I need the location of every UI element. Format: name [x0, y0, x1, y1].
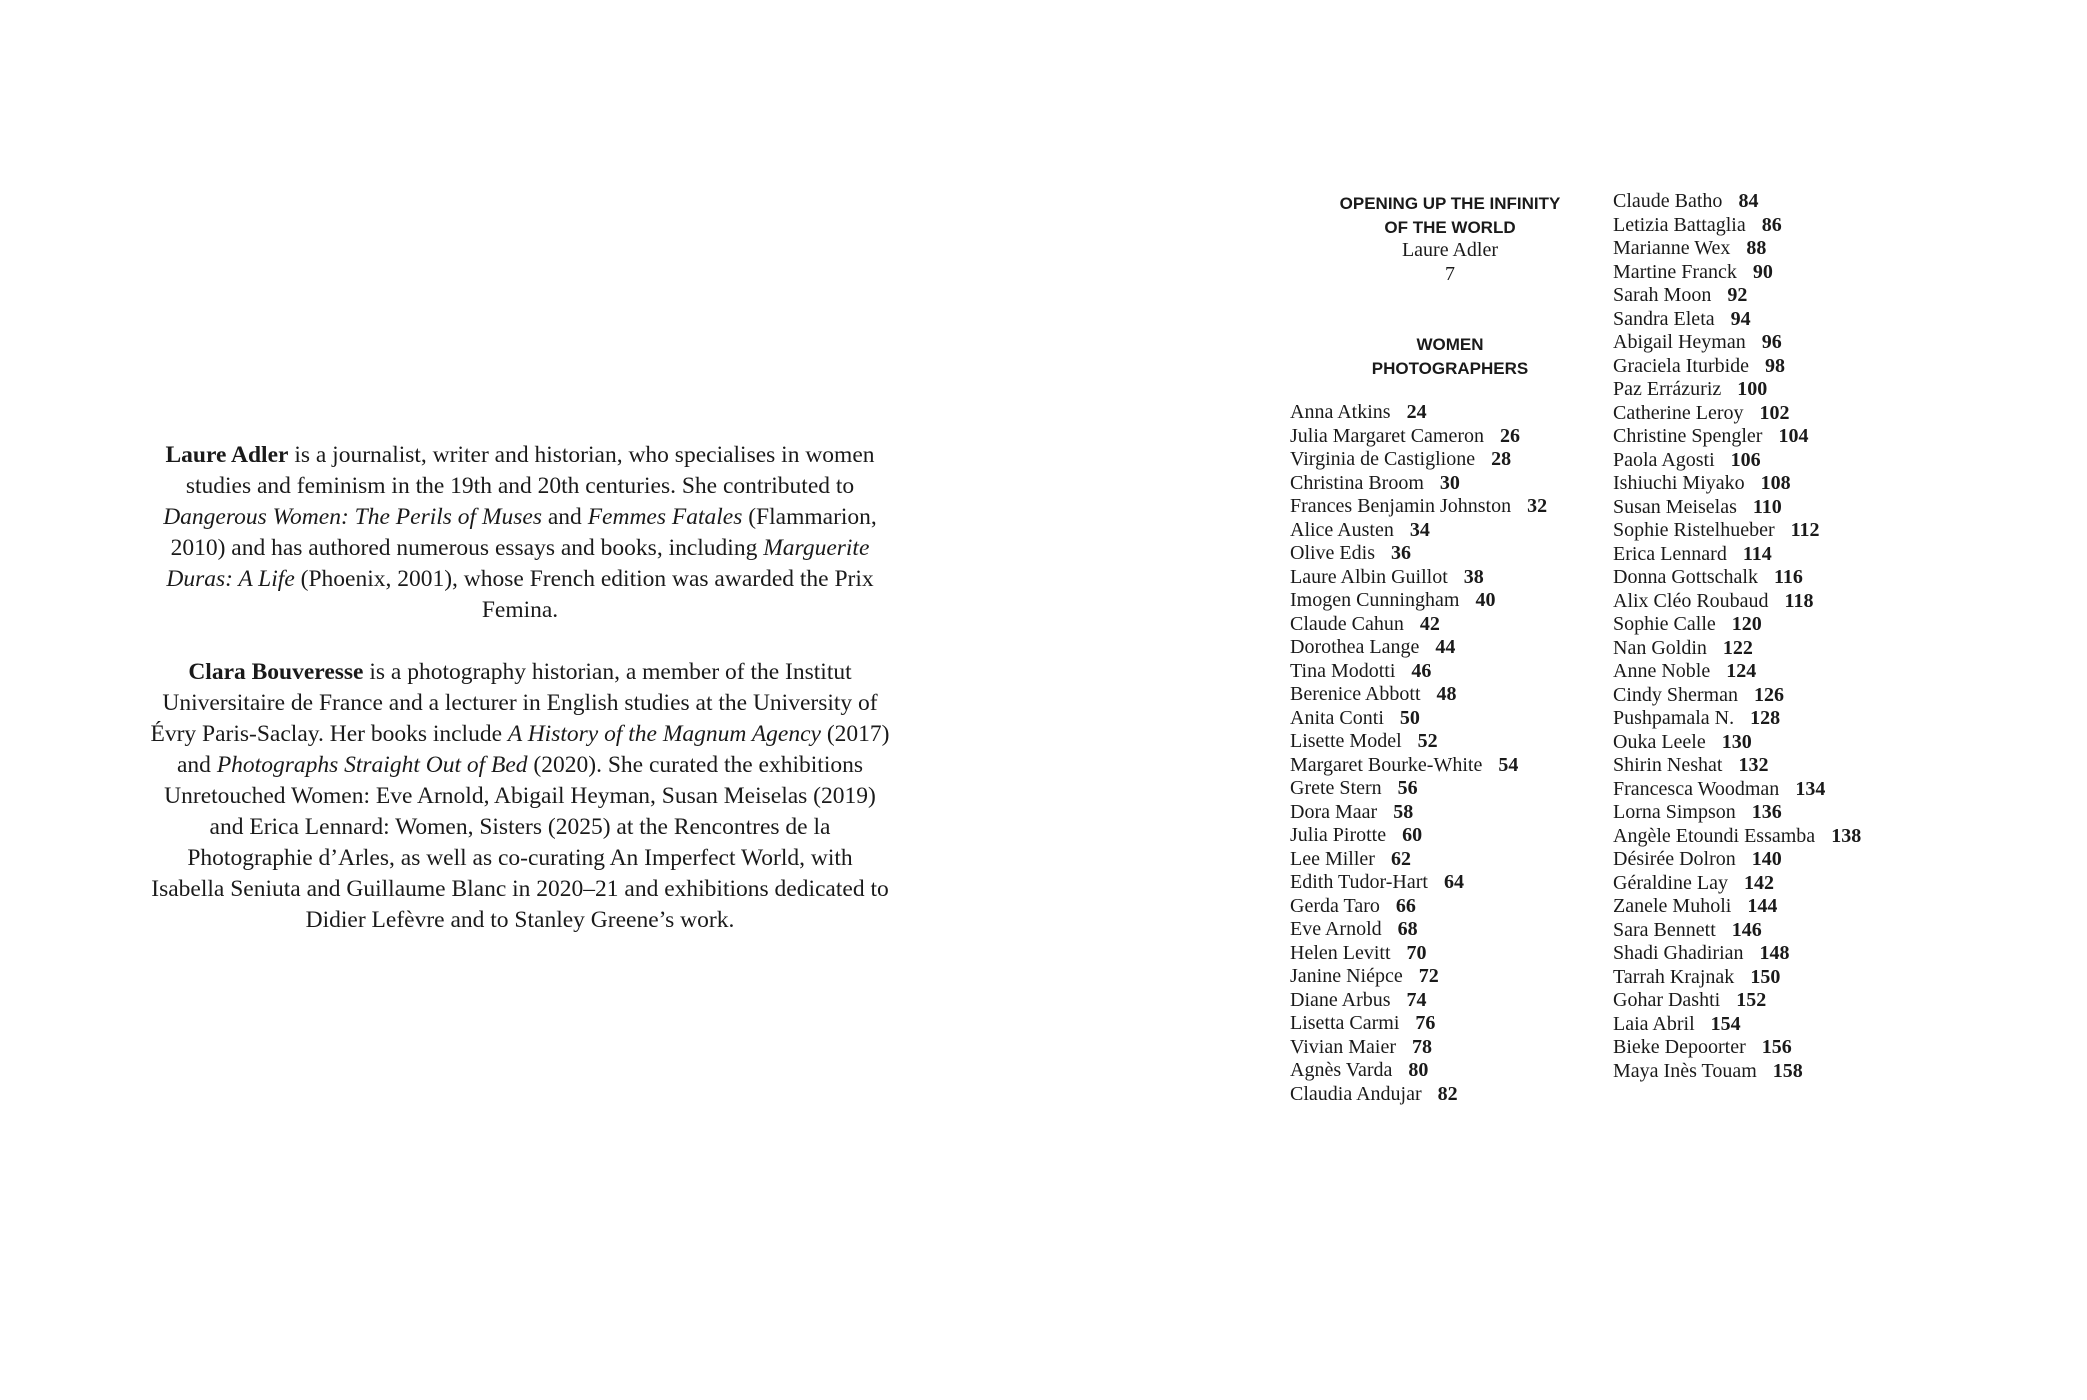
bio-book-title: Femmes Fatales: [587, 504, 743, 530]
bio-text: and: [542, 504, 588, 530]
toc-entry-name: Laia Abril: [1613, 1012, 1695, 1035]
toc-entry-name: Maya Inès Touam: [1613, 1059, 1757, 1082]
toc-section-title: PHOTOGRAPHERS: [1371, 358, 1529, 378]
toc-entry-page: 56: [1397, 777, 1418, 799]
toc-entry-page: 120: [1731, 613, 1762, 635]
toc-entry-page: 74: [1406, 988, 1427, 1011]
toc-entry-page: 124: [1726, 660, 1757, 682]
bio-text: (2017) and: [177, 721, 890, 778]
toc-entry-page: 126: [1754, 683, 1784, 706]
toc-entry-page: 104: [1778, 425, 1809, 447]
toc-section-heading: [1300, 333, 1600, 380]
toc-entry-page: 94: [1730, 307, 1751, 330]
toc-entry-name: Paola Agosti: [1613, 448, 1715, 471]
toc-entry-name: Francesca Woodman: [1613, 777, 1780, 800]
toc-entry: [1613, 1036, 1861, 1060]
toc-entry: [1613, 895, 1861, 919]
toc-entry-page: 112: [1790, 519, 1820, 541]
toc-entry: [1290, 1059, 1547, 1083]
toc-entry: [1290, 848, 1547, 872]
toc-list-right: [1613, 190, 1861, 1083]
toc-entry-page: 46: [1411, 659, 1432, 682]
toc-entry-name: Graciela Iturbide: [1613, 354, 1750, 377]
toc-entry-name: Bieke Depoorter: [1613, 1036, 1746, 1058]
toc-entry-page: 40: [1475, 589, 1496, 611]
toc-entry: [1613, 284, 1861, 308]
toc-entry-name: Berenice Abbott: [1290, 683, 1421, 705]
toc-entry: [1290, 566, 1547, 590]
toc-entry-page: 110: [1752, 495, 1782, 518]
toc-entry-page: 142: [1743, 871, 1774, 894]
toc-intro-page: 7: [1445, 262, 1455, 285]
toc-entry: [1290, 495, 1547, 519]
toc-entry: [1613, 214, 1861, 238]
toc-entry-page: 62: [1390, 847, 1411, 870]
toc-entry-page: 140: [1751, 848, 1782, 870]
toc-entry-page: 76: [1415, 1012, 1436, 1034]
toc-entry: [1613, 825, 1861, 849]
toc-entry: [1290, 542, 1547, 566]
toc-entry-page: 66: [1395, 894, 1416, 917]
toc-entry: [1290, 824, 1547, 848]
toc-entry: [1613, 472, 1861, 496]
toc-entry: [1290, 401, 1547, 425]
toc-entry-name: Cindy Sherman: [1613, 683, 1738, 706]
toc-entry-page: 106: [1730, 448, 1761, 471]
bio-clara-bouveresse: [150, 657, 890, 936]
toc-entry: [1290, 519, 1547, 543]
toc-entry: [1613, 919, 1861, 943]
toc-entry: [1613, 966, 1861, 990]
toc-entry-name: Diane Arbus: [1290, 988, 1391, 1011]
toc-entry-page: 80: [1408, 1059, 1429, 1081]
toc-entry-name: Letizia Battaglia: [1613, 213, 1746, 236]
author-bios: [150, 440, 890, 967]
toc-entry-page: 146: [1731, 918, 1762, 941]
toc-entry: [1290, 472, 1547, 496]
toc-entry-page: 100: [1737, 378, 1768, 400]
toc-entry-name: Frances Benjamin Johnston: [1290, 495, 1512, 517]
toc-entry-page: 64: [1443, 871, 1464, 893]
toc-entry-name: Claude Batho: [1613, 190, 1723, 212]
toc-entry-name: Sophie Calle: [1613, 613, 1716, 635]
toc-entry-name: Tarrah Krajnak: [1613, 965, 1735, 988]
bio-name: Clara Bouveresse: [188, 659, 364, 685]
toc-entry: [1290, 965, 1547, 989]
toc-entry: [1613, 543, 1861, 567]
toc-entry: [1290, 895, 1547, 919]
toc-entry-page: 154: [1710, 1012, 1741, 1035]
toc-entry-page: 148: [1759, 942, 1790, 964]
toc-entry: [1290, 871, 1547, 895]
toc-entry-name: Sara Bennett: [1613, 918, 1716, 941]
toc-entry: [1290, 589, 1547, 613]
toc-intro-author: Laure Adler: [1401, 239, 1499, 261]
toc-entry-page: 138: [1831, 824, 1862, 847]
toc-entry-name: Abigail Heyman: [1613, 331, 1746, 353]
toc-entry-name: Anne Noble: [1613, 660, 1711, 682]
bio-text: (Phoenix, 2001), whose French edition was awarded the Prix Femina.: [294, 566, 874, 623]
toc-entry-page: 30: [1439, 471, 1460, 494]
toc-entry: [1290, 1083, 1547, 1107]
toc-entry-page: 78: [1412, 1035, 1432, 1058]
toc-entry: [1613, 378, 1861, 402]
toc-entry: [1290, 683, 1547, 707]
toc-entry-page: 132: [1738, 754, 1769, 776]
toc-entry-name: Dora Maar: [1290, 800, 1378, 823]
toc-entry-page: 52: [1417, 730, 1438, 752]
toc-entry: [1290, 636, 1547, 660]
toc-entry-name: Shadi Ghadirian: [1613, 942, 1744, 964]
toc-entry: [1613, 519, 1861, 543]
bio-text: is a journalist, writer and historian, who specialises in women studies and feminism in the 19th and 20th centuries. She contributed to: [185, 442, 875, 499]
toc-entry-name: Sophie Ristelhueber: [1613, 519, 1775, 541]
toc-list-left: [1290, 401, 1547, 1106]
toc-entry: [1613, 237, 1861, 261]
toc-entry-page: 32: [1527, 495, 1548, 517]
toc-entry-page: 86: [1761, 213, 1782, 236]
toc-entry-name: Claude Cahun: [1290, 612, 1404, 635]
toc-entry-page: 96: [1761, 331, 1782, 353]
toc-entry-name: Gerda Taro: [1290, 894, 1380, 917]
toc-entry-name: Martine Franck: [1613, 260, 1737, 283]
bio-name: Laure Adler: [165, 442, 289, 468]
toc-entry-name: Désirée Dolron: [1613, 848, 1736, 870]
toc-entry: [1613, 425, 1861, 449]
toc-entry-name: Eve Arnold: [1290, 918, 1382, 940]
toc-intro-entry: [1300, 192, 1600, 286]
toc-entry: [1613, 496, 1861, 520]
toc-entry-name: Anna Atkins: [1290, 401, 1391, 423]
toc-entry-name: Lisetta Carmi: [1290, 1012, 1400, 1034]
toc-entry-name: Pushpamala N.: [1613, 707, 1735, 729]
toc-entry-name: Sandra Eleta: [1613, 307, 1715, 330]
toc-entry-page: 38: [1463, 565, 1484, 588]
toc-entry-page: 152: [1736, 989, 1767, 1011]
toc-entry: [1290, 777, 1547, 801]
toc-entry-page: 150: [1750, 965, 1781, 988]
toc-entry: [1613, 872, 1861, 896]
toc-entry: [1613, 566, 1861, 590]
toc-entry-name: Angèle Etoundi Essamba: [1613, 824, 1816, 847]
toc-section-title: WOMEN: [1416, 335, 1484, 354]
toc-entry-page: 50: [1399, 706, 1420, 729]
toc-entry: [1290, 1036, 1547, 1060]
toc-entry-page: 42: [1419, 612, 1440, 635]
toc-entry-name: Tina Modotti: [1290, 659, 1396, 682]
toc-entry-page: 44: [1435, 636, 1456, 658]
toc-intro-title: OPENING UP THE INFINITY: [1339, 194, 1561, 213]
bio-laure-adler: [150, 440, 890, 626]
toc-entry: [1613, 754, 1861, 778]
toc-entry: [1613, 590, 1861, 614]
toc-entry: [1613, 402, 1861, 426]
toc-entry: [1613, 942, 1861, 966]
toc-intro-title: OF THE WORLD: [1384, 217, 1516, 237]
toc-entry-name: Imogen Cunningham: [1290, 589, 1460, 611]
toc-entry: [1613, 355, 1861, 379]
toc-entry: [1613, 801, 1861, 825]
toc-entry-page: 28: [1491, 448, 1512, 470]
toc-entry-page: 70: [1406, 941, 1427, 964]
toc-entry-name: Grete Stern: [1290, 777, 1382, 799]
toc-entry: [1613, 637, 1861, 661]
toc-entry: [1613, 660, 1861, 684]
toc-entry-page: 158: [1772, 1059, 1803, 1082]
toc-entry: [1290, 801, 1547, 825]
toc-entry-name: Laure Albin Guillot: [1290, 565, 1448, 588]
toc-entry-name: Catherine Leroy: [1613, 401, 1744, 424]
toc-entry-name: Christine Spengler: [1613, 425, 1763, 447]
toc-entry-page: 26: [1500, 424, 1521, 447]
toc-entry-page: 156: [1761, 1036, 1792, 1058]
bio-text: (Flammarion, 2010) and has authored numerous essays and books, including: [170, 504, 877, 561]
toc-entry-name: Janine Niépce: [1290, 965, 1403, 987]
toc-entry-page: 98: [1765, 354, 1786, 377]
toc-entry-name: Lorna Simpson: [1613, 801, 1736, 823]
toc-entry: [1613, 731, 1861, 755]
toc-entry: [1290, 448, 1547, 472]
toc-entry-name: Helen Levitt: [1290, 941, 1391, 964]
toc-entry-page: 128: [1750, 707, 1781, 729]
toc-entry-page: 72: [1418, 965, 1439, 987]
toc-entry-name: Julia Margaret Cameron: [1290, 424, 1485, 447]
toc-entry: [1290, 660, 1547, 684]
toc-entry-name: Shirin Neshat: [1613, 754, 1723, 776]
toc-entry-page: 88: [1746, 237, 1767, 259]
toc-entry-name: Julia Pirotte: [1290, 824, 1387, 846]
toc-entry-name: Sarah Moon: [1613, 284, 1712, 306]
toc-entry-name: Christina Broom: [1290, 471, 1424, 494]
toc-entry-name: Olive Edis: [1290, 542, 1375, 564]
toc-entry-page: 82: [1437, 1082, 1458, 1105]
toc-entry: [1290, 730, 1547, 754]
toc-entry-page: 130: [1721, 730, 1752, 753]
toc-entry-page: 144: [1747, 895, 1778, 917]
toc-entry-page: 122: [1722, 636, 1753, 659]
toc-entry-name: Alix Cléo Roubaud: [1613, 589, 1769, 612]
toc-entry-name: Claudia Andujar: [1290, 1082, 1422, 1105]
toc-entry-page: 114: [1742, 542, 1772, 565]
toc-entry: [1290, 918, 1547, 942]
toc-entry: [1613, 331, 1861, 355]
toc-entry: [1613, 778, 1861, 802]
toc-entry-name: Agnès Varda: [1290, 1059, 1393, 1081]
toc-entry-page: 116: [1773, 566, 1803, 588]
toc-entry-name: Ouka Leele: [1613, 730, 1706, 753]
toc-entry-name: Vivian Maier: [1290, 1035, 1396, 1058]
toc-entry: [1290, 707, 1547, 731]
toc-entry-name: Nan Goldin: [1613, 636, 1707, 659]
toc-entry: [1290, 1012, 1547, 1036]
toc-entry-page: 36: [1391, 542, 1411, 564]
toc-entry: [1613, 613, 1861, 637]
bio-book-title: Marguerite Duras: A Life: [166, 535, 870, 592]
toc-entry-page: 48: [1436, 683, 1457, 705]
toc-entry-page: 54: [1498, 753, 1519, 776]
toc-entry: [1290, 989, 1547, 1013]
toc-entry-name: Margaret Bourke-White: [1290, 753, 1483, 776]
toc-entry-name: Dorothea Lange: [1290, 636, 1420, 658]
bio-text: is a photography historian, a member of the Institut Universitaire de France and a lecturer in English studies at the University of Évry Paris-Saclay. Her books include: [150, 659, 878, 747]
toc-entry: [1613, 449, 1861, 473]
toc-entry-page: 34: [1409, 518, 1430, 541]
toc-entry-page: 58: [1393, 800, 1414, 823]
toc-entry-page: 84: [1738, 190, 1759, 212]
toc-entry-page: 134: [1795, 777, 1826, 800]
toc-entry: [1290, 942, 1547, 966]
toc-entry: [1613, 848, 1861, 872]
toc-entry-name: Paz Errázuriz: [1613, 378, 1722, 400]
toc-entry: [1613, 684, 1861, 708]
toc-entry-page: 90: [1752, 260, 1773, 283]
toc-entry-page: 118: [1784, 589, 1814, 612]
toc-entry: [1613, 190, 1861, 214]
toc-entry: [1290, 613, 1547, 637]
toc-entry-name: Virginia de Castiglione: [1290, 448, 1476, 470]
toc-entry-name: Ishiuchi Miyako: [1613, 472, 1745, 494]
bio-book-title: Photographs Straight Out of Bed: [216, 752, 528, 778]
toc-entry-name: Donna Gottschalk: [1613, 566, 1758, 588]
toc-entry-name: Gohar Dashti: [1613, 989, 1721, 1011]
toc-entry: [1613, 261, 1861, 285]
toc-entry-name: Alice Austen: [1290, 518, 1394, 541]
toc-entry: [1613, 989, 1861, 1013]
toc-entry-page: 68: [1397, 918, 1418, 940]
toc-entry-page: 102: [1759, 401, 1790, 424]
toc-entry-name: Lee Miller: [1290, 847, 1375, 870]
toc-entry: [1613, 308, 1861, 332]
toc-entry-name: Anita Conti: [1290, 706, 1384, 729]
toc-entry-name: Géraldine Lay: [1613, 871, 1728, 894]
toc-entry-name: Susan Meiselas: [1613, 495, 1737, 518]
toc-entry: [1290, 425, 1547, 449]
toc-entry-name: Lisette Model: [1290, 730, 1402, 752]
toc-entry-page: 60: [1402, 824, 1423, 846]
bio-book-title: A History of the Magnum Agency: [507, 721, 821, 747]
toc-entry: [1613, 1060, 1861, 1084]
toc-entry-page: 108: [1760, 472, 1791, 494]
bio-text: (2020). She curated the exhibitions Unretouched Women: Eve Arnold, Abigail Heyman, Susan Meiselas (2019) and Erica Lennard: Women, Sisters (2025) at the Rencontres de la Photographie d’Arles, as well as co-curating An Imperfect World, with Isabella Seniuta and Guillaume Blanc in 2020–21 and exhibitions dedicated to Didier Lefèvre and to Stanley Greene’s work.: [151, 752, 889, 933]
toc-entry-page: 92: [1727, 284, 1748, 306]
toc-entry-name: Erica Lennard: [1613, 542, 1727, 565]
toc-entry-page: 24: [1406, 401, 1427, 423]
toc-entry-page: 136: [1751, 801, 1782, 823]
toc-entry: [1613, 1013, 1861, 1037]
toc-entry-name: Marianne Wex: [1613, 237, 1731, 259]
toc-entry: [1290, 754, 1547, 778]
bio-book-title: Dangerous Women: The Perils of Muses: [163, 504, 542, 530]
toc-entry-name: Edith Tudor-Hart: [1290, 871, 1428, 893]
toc-entry: [1613, 707, 1861, 731]
toc-entry-name: Zanele Muholi: [1613, 895, 1732, 917]
